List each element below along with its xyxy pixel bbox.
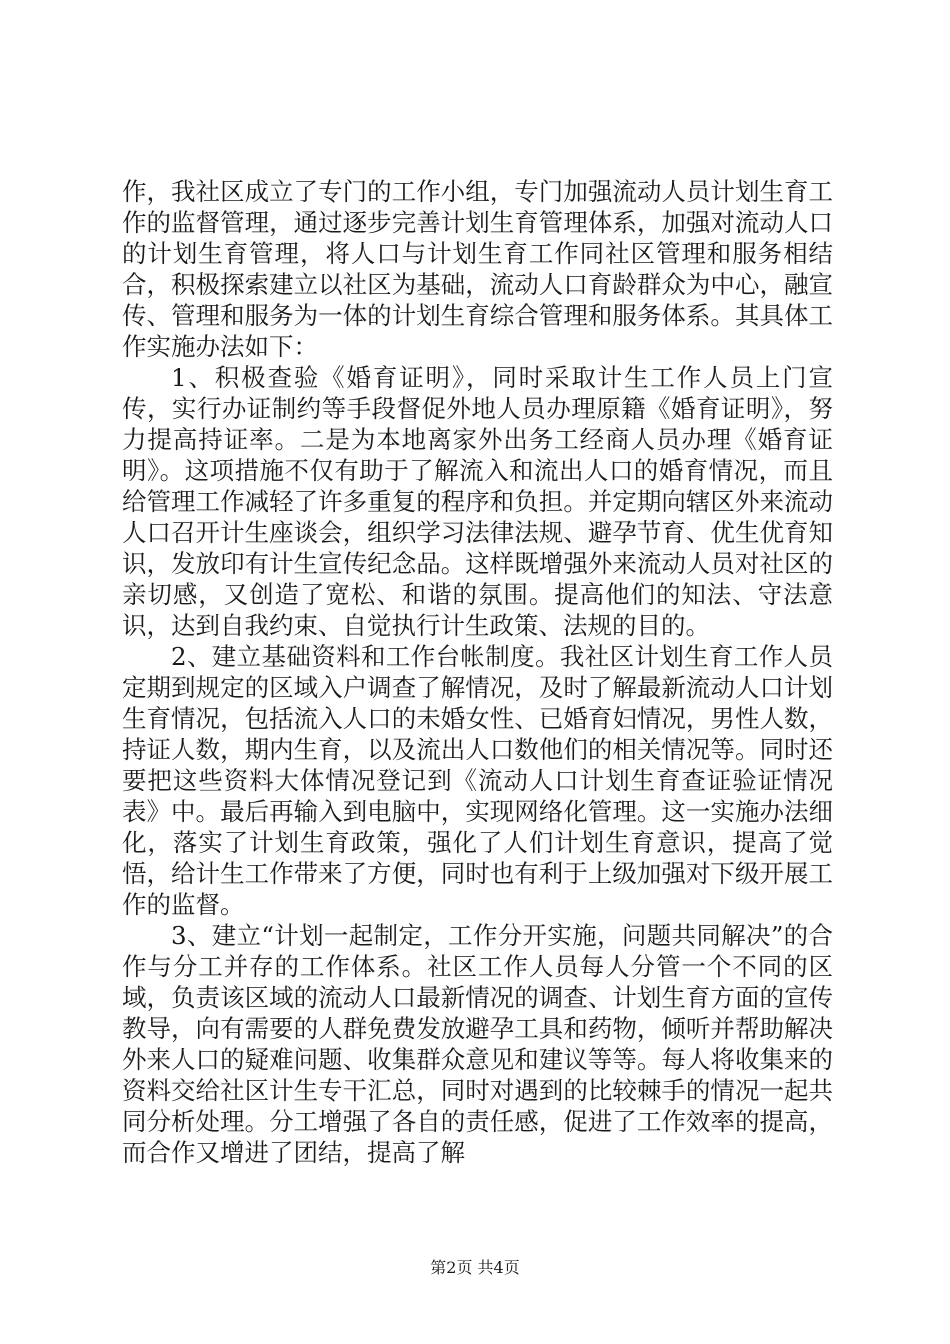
paragraph-item-2: 2、建立基础资料和工作台帐制度。我社区计划生育工作人员定期到规定的区域入户调查了解情况，及时了解最新流动人口计划生育情况，包括流入人口的未婚女性、已婚育妇情况，男性人数，持证人数，期内生育，以及流出人口数他们的相关情况等。同时还要把这些资料大体情况登记到《流动人口计划生育查证验证情况表》中。最后再输入到电脑中，实现网络化管理。这一实施办法细化，落实了计划生育政策，强化了人们计划生育意识，提高了觉悟，给计生工作带来了方便，同时也有利于上级加强对下级开展工作的监督。 (122, 642, 833, 919)
paragraph-continuation: 作，我社区成立了专门的工作小组，专门加强流动人员计划生育工作的监督管理，通过逐步完善计划生育管理体系，加强对流动人口的计划生育管理，将人口与计划生育工作同社区管理和服务相结合，积极探索建立以社区为基础，流动人口育龄群众为中心，融宣传、管理和服务为一体的计划生育综合管理和服务体系。其具体工作实施办法如下： (122, 177, 833, 361)
paragraph-item-1: 1、积极查验《婚育证明》，同时采取计生工作人员上门宣传，实行办证制约等手段督促外地人员办理原籍《婚育证明》，努力提高持证率。二是为本地离家外出务工经商人员办理《婚育证明》。这项措施不仅有助于了解流入和流出人口的婚育情况，而且给管理工作减轻了许多重复的程序和负担。并定期向辖区外来流动人口召开计生座谈会，组织学习法律法规、避孕节育、优生优育知识，发放印有计生宣传纪念品。这样既增强外来流动人员对社区的亲切感，又创造了宽松、和谐的氛围。提高他们的知法、守法意识，达到自我约束、自觉执行计生政策、法规的目的。 (122, 363, 833, 640)
document-body (122, 176, 833, 1168)
paragraph-item-3: 3、建立“计划一起制定，工作分开实施，问题共同解决”的合作与分工并存的工作体系。社区工作人员每人分管一个不同的区域，负责该区域的流动人口最新情况的调查、计划生育方面的宣传教导，向有需要的人群免费发放避孕工具和药物，倾听并帮助解决外来人口的疑难问题、收集群众意见和建议等等。每人将收集来的资料交给社区计生专干汇总，同时对遇到的比较棘手的情况一起共同分析处理。分工增强了各自的责任感，促进了工作效率的提高，而合作又增进了团结，提高了解 (122, 921, 833, 1167)
page-footer: 第2页 共4页 (430, 1258, 520, 1277)
